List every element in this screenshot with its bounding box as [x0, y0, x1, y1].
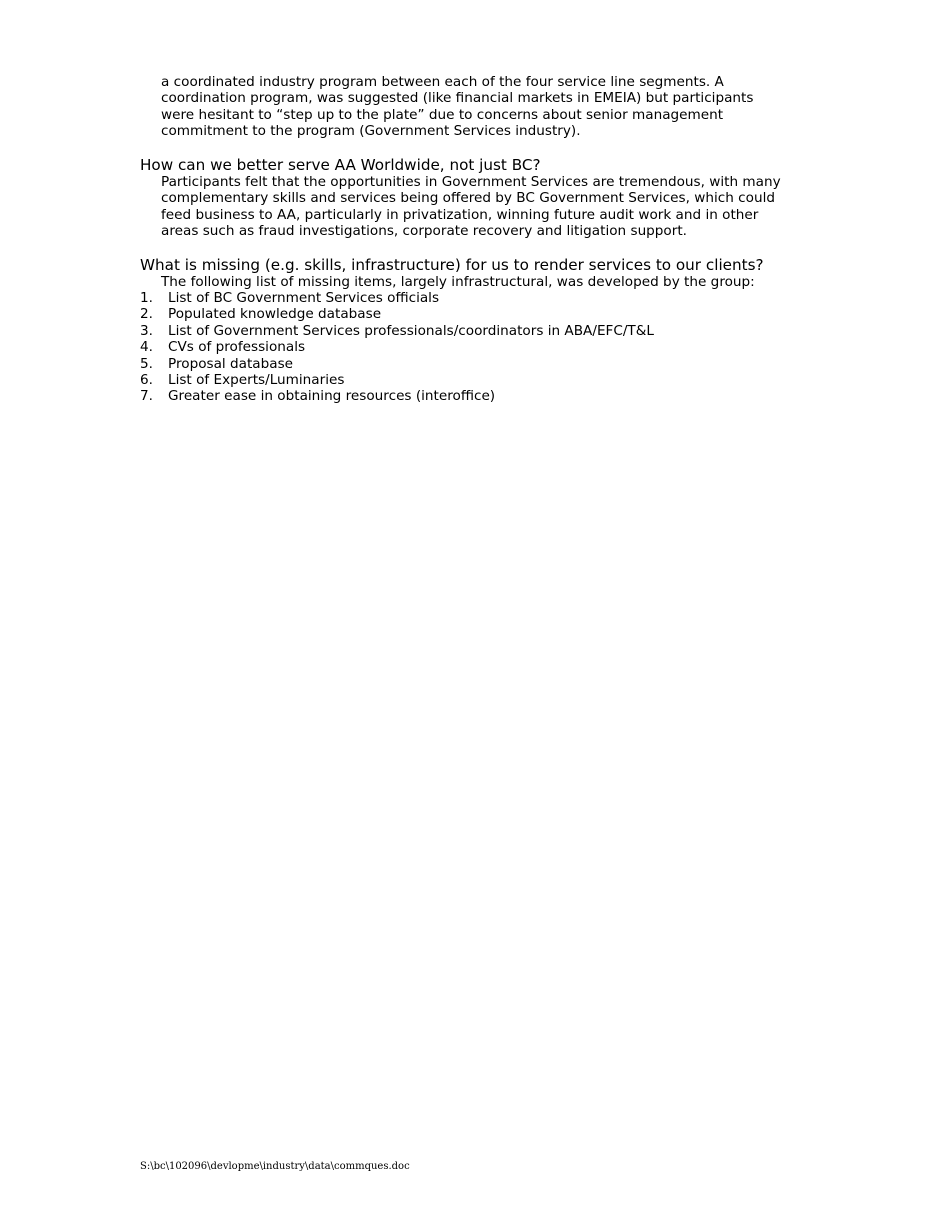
- missing-heading: What is missing (e.g. skills, infrastructure) for us to render services to our clients?: [140, 256, 764, 274]
- missing-intro: [161, 274, 821, 290]
- worldwide-line: Participants felt that the opportunities in Government Services are tremendous, with many: [161, 174, 781, 190]
- list-text: Proposal database: [168, 355, 294, 372]
- intro-line: a coordinated industry program between each of the four service line segments. A: [161, 74, 724, 90]
- list-number: 2.: [140, 306, 153, 323]
- worldwide-heading: How can we better serve AA Worldwide, not just BC?: [140, 156, 541, 174]
- worldwide-line: feed business to AA, particularly in privatization, winning future audit work and in other: [161, 206, 759, 223]
- list-text: Greater ease in obtaining resources (interoffice): [168, 388, 496, 405]
- list-text: Populated knowledge database: [168, 306, 382, 323]
- worldwide-paragraph: [161, 174, 821, 240]
- missing-items-list: [140, 290, 654, 405]
- worldwide-line: areas such as fraud investigations, corporate recovery and litigation support.: [161, 223, 687, 240]
- list-text: CVs of professionals: [168, 339, 306, 356]
- list-text: List of Government Services professionals/coordinators in ABA/EFC/T&L: [168, 322, 654, 339]
- intro-line: coordination program, was suggested (like financial markets in EMEIA) but participants: [161, 90, 754, 107]
- list-item: [140, 306, 654, 322]
- list-item: [140, 388, 654, 404]
- footer-file-path: S:\bc\102096\devlopme\industry\data\commques.doc: [140, 1161, 410, 1172]
- list-item: [140, 372, 654, 388]
- list-text: List of Experts/Luminaries: [168, 372, 345, 389]
- list-number: 3.: [140, 322, 153, 339]
- list-item: [140, 339, 654, 355]
- list-number: 6.: [140, 372, 153, 389]
- list-text: List of BC Government Services officials: [168, 290, 440, 306]
- list-number: 5.: [140, 355, 153, 372]
- worldwide-line: complementary skills and services being offered by BC Government Services, which could: [161, 190, 775, 207]
- list-number: 1.: [140, 290, 153, 306]
- list-number: 7.: [140, 388, 153, 405]
- list-item: [140, 356, 654, 372]
- list-item: [140, 323, 654, 339]
- intro-line: commitment to the program (Government Services industry).: [161, 123, 581, 140]
- intro-paragraph: [161, 74, 821, 140]
- list-item: [140, 290, 654, 306]
- missing-intro-line: The following list of missing items, largely infrastructural, was developed by the group:: [161, 274, 755, 290]
- intro-line: were hesitant to “step up to the plate” due to concerns about senior management: [161, 106, 724, 123]
- list-number: 4.: [140, 339, 153, 356]
